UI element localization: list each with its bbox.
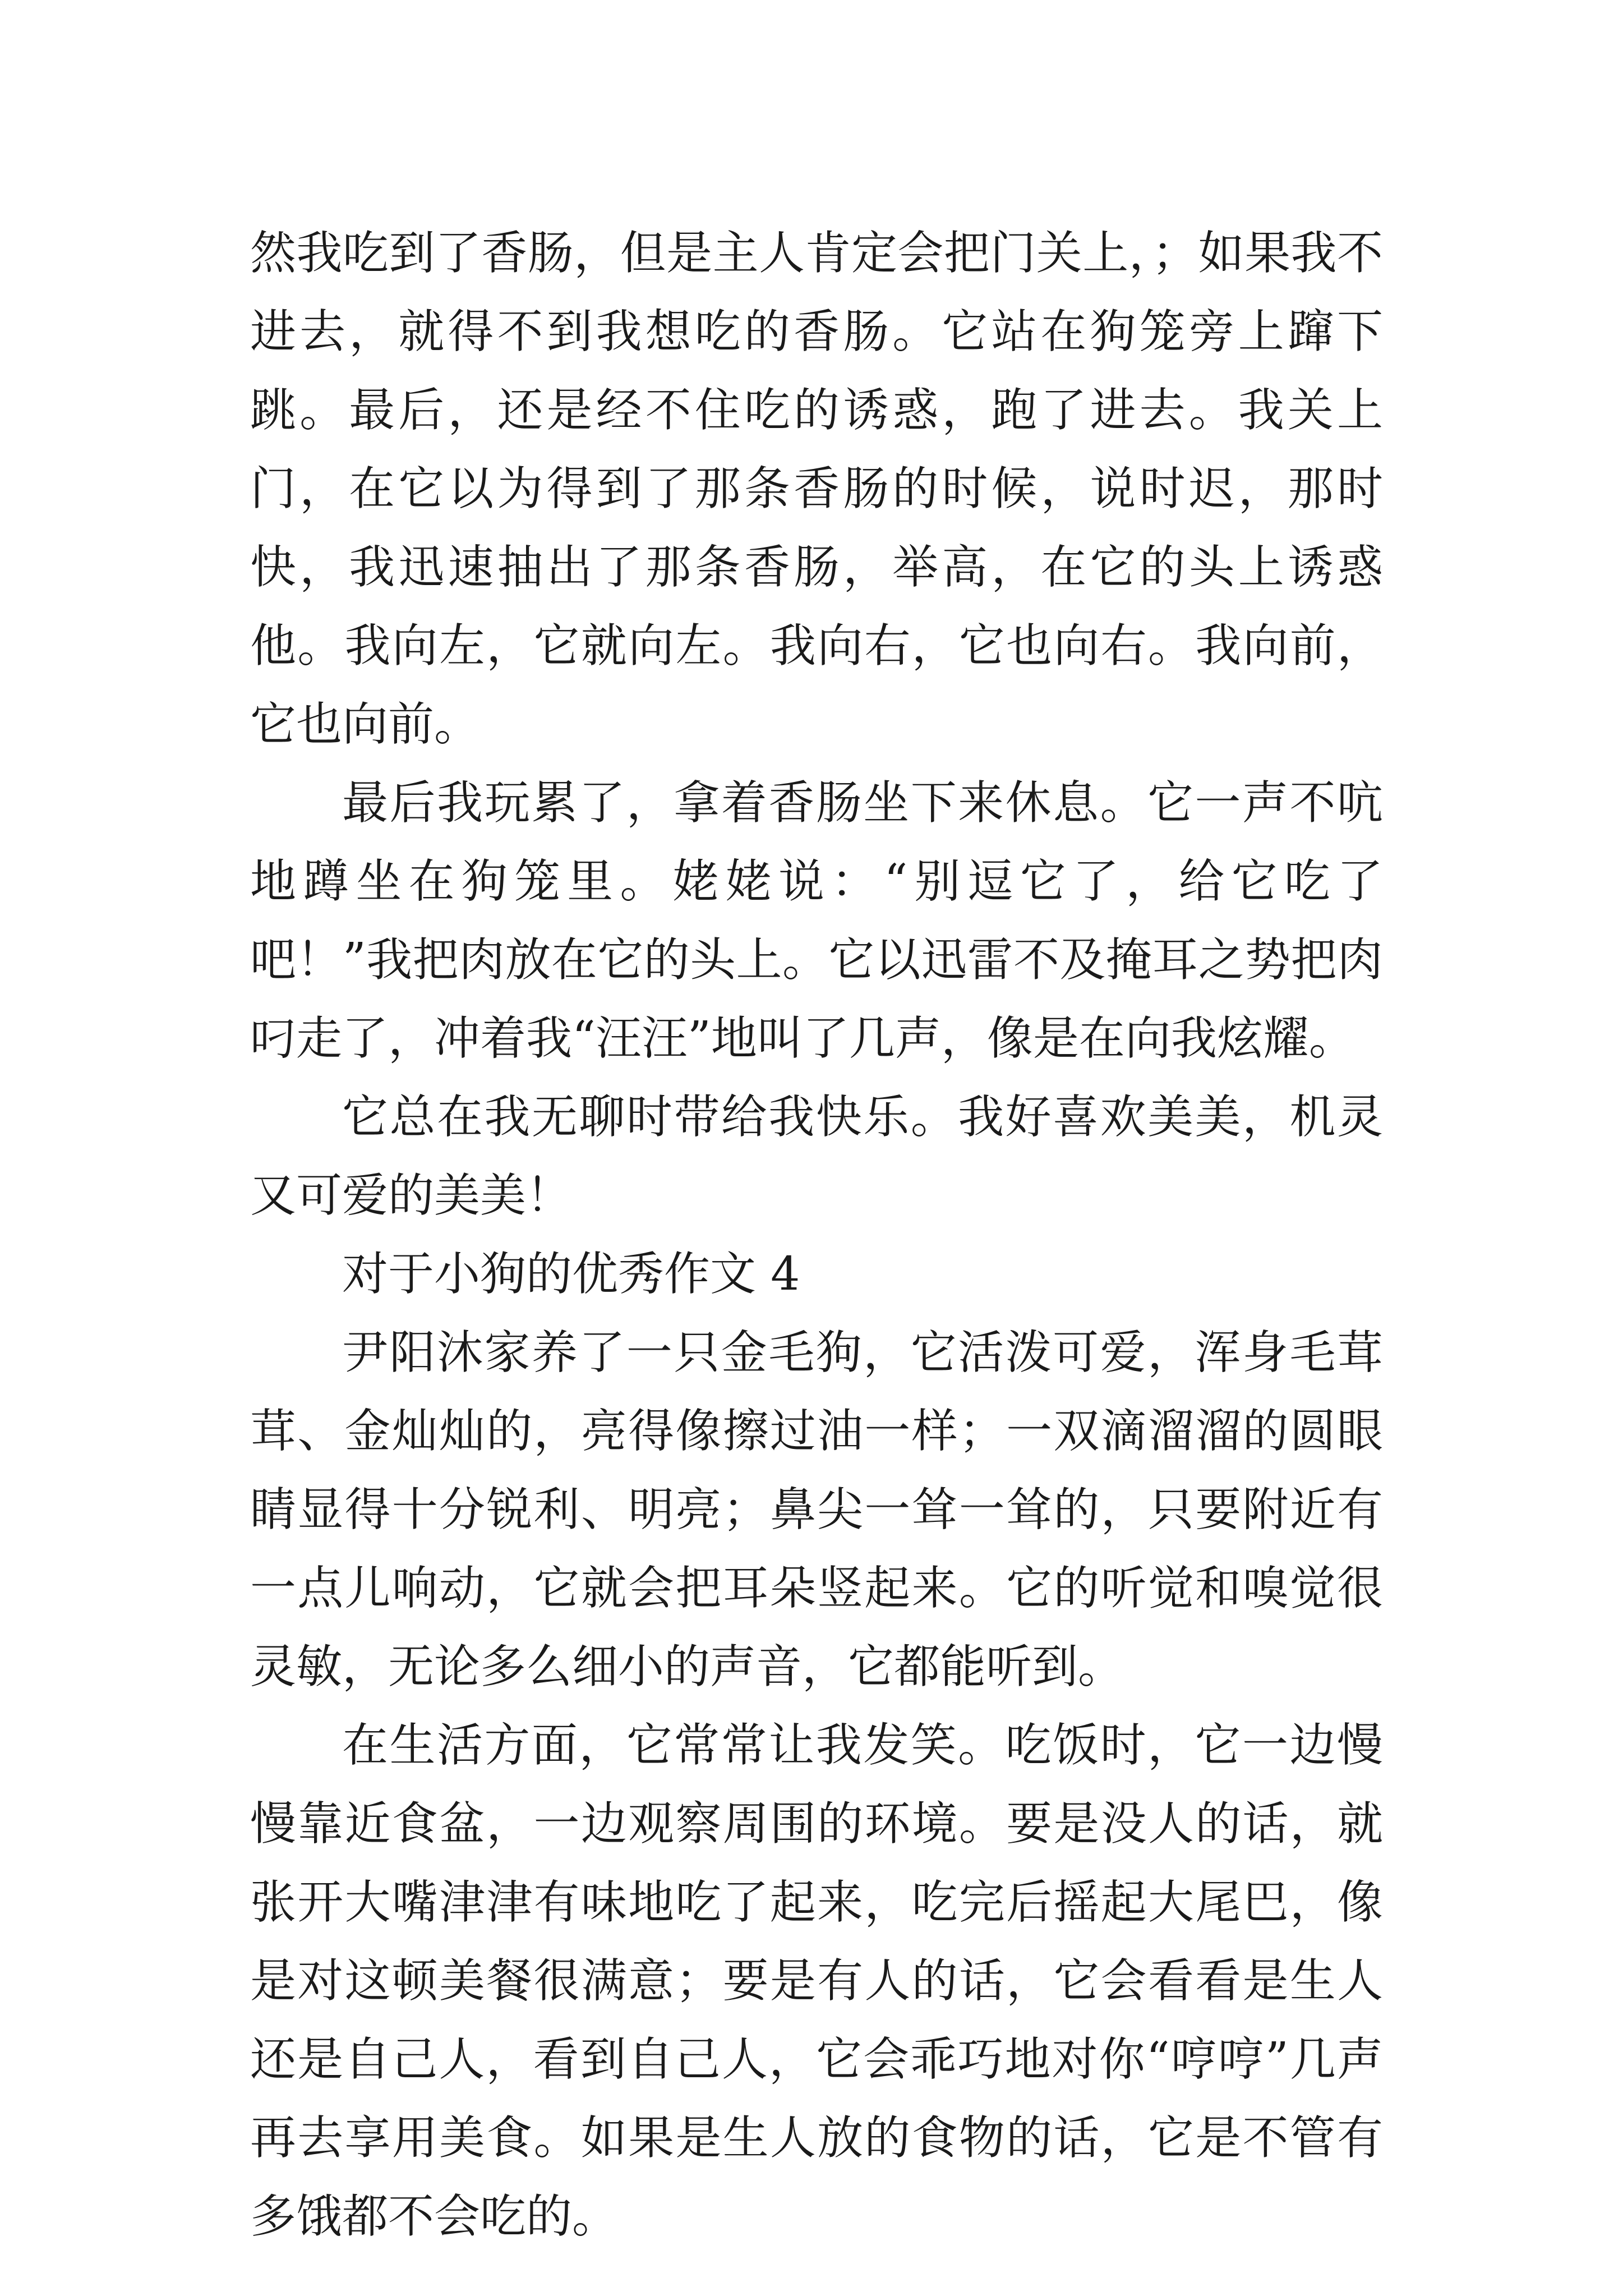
paragraph-5: 在生活方面，它常常让我发笑。吃饭时，它一边慢慢靠近食盆，一边观察周围的环境。要是没人的话，就张开大嘴津津有味地吃了起来，吃完后摇起大尾巴，像是对这顿美餐很满意；要是有人的话，它会看看是生人还是自己人，看到自己人，它会乖巧地对你“哼哼”几声再去享用美食。如果是生人放的食物的话，它是不管有多饿都不会吃的。	[250, 1719, 1383, 2243]
essay-body	[250, 214, 1383, 2256]
paragraph-4: 尹阳沐家养了一只金毛狗，它活泼可爱，浑身毛茸茸、金灿灿的，亮得像擦过油一样；一双滴溜溜的圆眼睛显得十分锐利、明亮；鼻尖一耸一耸的，只要附近有一点儿响动，它就会把耳朵竖起来。它的听觉和嗅觉很灵敏，无论多么细小的声音，它都能听到。	[250, 1326, 1383, 1694]
essay-title-4: 对于小狗的优秀作文 4	[342, 1248, 800, 1301]
paragraph-2: 最后我玩累了，拿着香肠坐下来休息。它一声不吭地蹲坐在狗笼里。姥姥说：“别逗它了，给它吃了吧！”我把肉放在它的头上。它以迅雷不及掩耳之势把肉叼走了，冲着我“汪汪”地叫了几声，像是在向我炫耀。	[250, 776, 1383, 1065]
paragraph-continued: 然我吃到了香肠，但是主人肯定会把门关上，；如果我不进去，就得不到我想吃的香肠。它站在狗笼旁上蹿下跳。最后，还是经不住吃的诱惑，跑了进去。我关上门，在它以为得到了那条香肠的时候，说时迟，那时快，我迅速抽出了那条香肠，举高，在它的头上诱惑他。我向左，它就向左。我向右，它也向右。我向前，它也向前。	[250, 227, 1383, 751]
paragraph-3: 它总在我无聊时带给我快乐。我好喜欢美美，机灵又可爱的美美！	[250, 1091, 1383, 1222]
